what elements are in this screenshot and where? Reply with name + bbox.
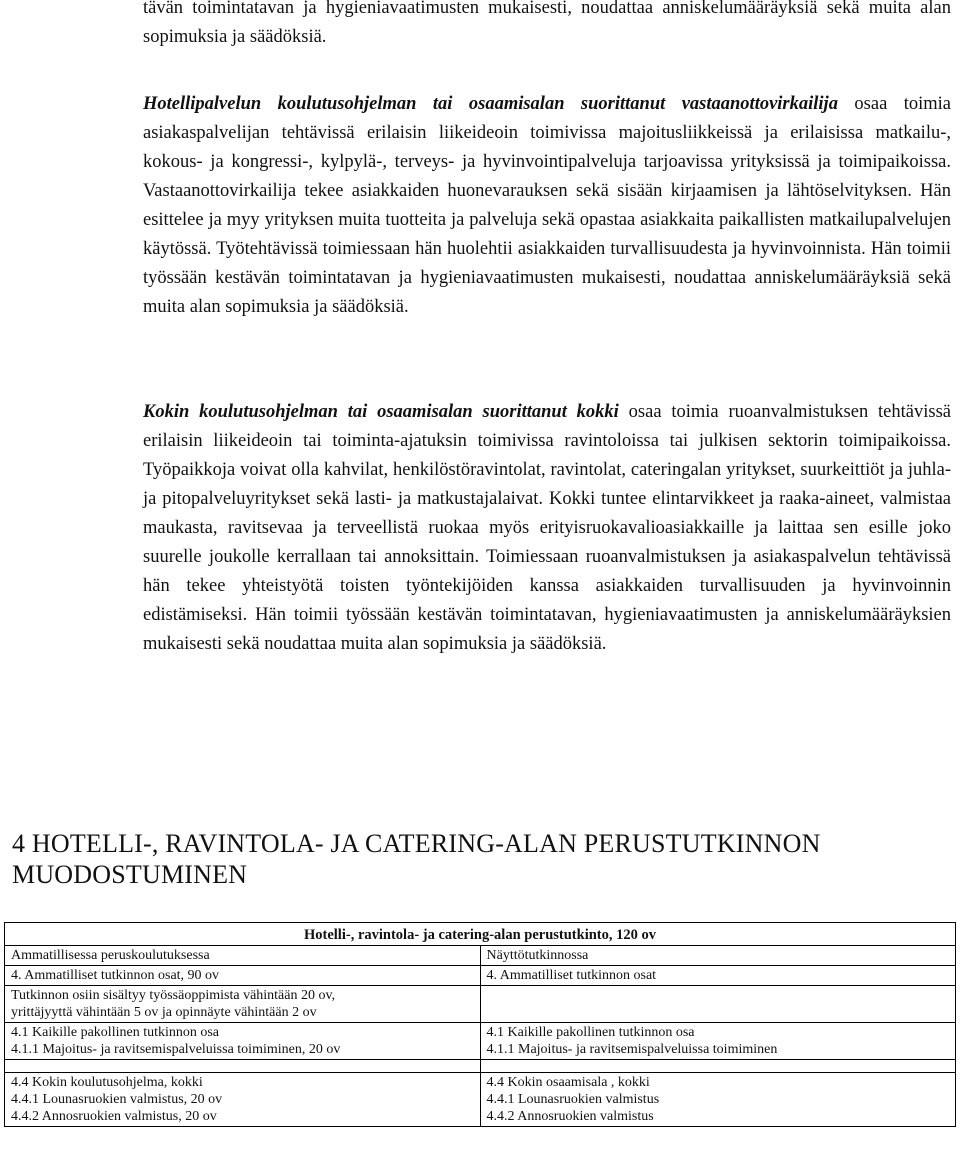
table-title-row: [5, 923, 956, 946]
paragraph-text: osaa toimia asiakaspalvelijan tehtävissä erilaisin liikeideoin toimivissa majoitusliikkeissä ja erilaisissa matkailu-, kokous- ja kongressi-, kylpylä-, terveys- ja hyvinvointipalveluja tarjoavissa yrityksissä ja toimipaikoissa. Vastaanottovirkailija tekee asiakkaiden huonevarauksen sekä sisään kirjaamisen ja lähtöselvityksen. Hän esittelee ja myy yrityksen muita tuotteita ja palveluja sekä opastaa asiakkaita paikallisten matkailupalvelujen käytössä. Työtehtävissä toimiessaan hän huolehtii asiakkaiden turvallisuudesta ja hyvinvoinnista. Hän toimii työssään kestävän toimintatavan ja hygieniavaatimusten mukaisesti, noudattaa anniskelumääräyksiä sekä muita alan sopimuksia ja säädöksiä.: [143, 94, 951, 317]
table-cell: [5, 986, 481, 1023]
cell-line: yrittäjyyttä vähintään 5 ov ja opinnäyte vähintään 2 ov: [11, 1005, 317, 1020]
table-cell: [480, 1023, 956, 1060]
cell-line: 4.1 Kaikille pakollinen tutkinnon osa: [486, 1025, 695, 1040]
table-cell: Näyttötutkinnossa: [480, 946, 956, 966]
table-row: [5, 1073, 956, 1127]
table-row: [5, 1023, 956, 1060]
cell-line: 4.4 Kokin osaamisala , kokki: [486, 1075, 650, 1090]
paragraph-text: osaa toimia ruoanvalmistuksen tehtävissä erilaisin liikeideoin tai toiminta-ajatuksin toimivissa ravintoloissa tai julkisen sektorin toimipaikoissa. Työpaikkoja voivat olla kahvilat, henkilöstöravintolat, ravintolat, cateringalan yritykset, suurkeittiöt ja juhla- ja pitopalveluyritykset sekä lasti- ja matkustajalaivat. Kokki tuntee elintarvikkeet ja raaka-aineet, valmistaa maukasta, ravitsevaa ja terveellistä ruokaa myös erityisruokavalioasiakkaille ja laittaa sen esille joko suurelle joukolle kerrallaan tai annoksittain. Toimiessaan ruoanvalmistuksen ja asiakaspalvelun tehtävissä hän tekee yhteistyötä toisten työntekijöiden kanssa asiakkaiden turvallisuuden ja hyvinvoinnin edistämiseksi. Hän toimii työssään kestävän toimintatavan, hygieniavaatimusten ja anniskelumääräyksien mukaisesti sekä noudattaa muita alan sopimuksia ja säädöksiä.: [143, 402, 951, 654]
table-cell: [5, 1023, 481, 1060]
cell-line: 4.4 Kokin koulutusohjelma, kokki: [11, 1075, 203, 1090]
table-cell: [5, 1060, 481, 1073]
table-cell: [5, 1073, 481, 1127]
cell-line: 4.4.2 Annosruokien valmistus: [486, 1109, 654, 1124]
cell-line: 4.4.1 Lounasruokien valmistus, 20 ov: [11, 1092, 223, 1107]
table-cell: 4. Ammatilliset tutkinnon osat: [480, 966, 956, 986]
paragraph-cook: [143, 398, 951, 659]
cell-line: Tutkinnon osiin sisältyy työssäoppimista vähintään 20 ov,: [11, 988, 336, 1003]
table-cell: [480, 986, 956, 1023]
table-row: [5, 986, 956, 1023]
table-cell: 4. Ammatilliset tutkinnon osat, 90 ov: [5, 966, 481, 986]
table-spacer-row: [5, 1060, 956, 1073]
table-row: [5, 946, 956, 966]
table-title: Hotelli-, ravintola- ja catering-alan perustutkinto, 120 ov: [5, 923, 956, 946]
cell-line: 4.4.2 Annosruokien valmistus, 20 ov: [11, 1109, 217, 1124]
cell-line: 4.1.1 Majoitus- ja ravitsemispalveluissa toimiminen, 20 ov: [11, 1042, 341, 1057]
table-cell: Ammatillisessa peruskoulutuksessa: [5, 946, 481, 966]
paragraph-text: tävän toimintatavan ja hygieniavaatimusten mukaisesti, noudattaa anniskelumääräyksiä sekä muita alan sopimuksia ja säädöksiä.: [143, 0, 951, 47]
cell-line: 4.1.1 Majoitus- ja ravitsemispalveluissa toimiminen: [486, 1042, 778, 1057]
table-row: [5, 966, 956, 986]
cell-line: 4.4.1 Lounasruokien valmistus: [486, 1092, 660, 1107]
table-cell: [480, 1060, 956, 1073]
paragraph-lead: Kokin koulutusohjelman tai osaamisalan suorittanut kokki: [143, 402, 619, 422]
cell-line: 4.1 Kaikille pakollinen tutkinnon osa: [11, 1025, 220, 1040]
paragraph-receptionist: [143, 90, 951, 322]
section-heading: 4 HOTELLI-, RAVINTOLA- JA CATERING-ALAN PERUSTUTKINNON MUODOSTUMINEN: [12, 829, 821, 889]
qualification-table: [4, 922, 956, 1127]
paragraph-lead: Hotellipalvelun koulutusohjelman tai osaamisalan suorittanut vastaanottovirkailija: [143, 94, 838, 114]
paragraph-continuation: [143, 0, 951, 52]
table-cell: [480, 1073, 956, 1127]
